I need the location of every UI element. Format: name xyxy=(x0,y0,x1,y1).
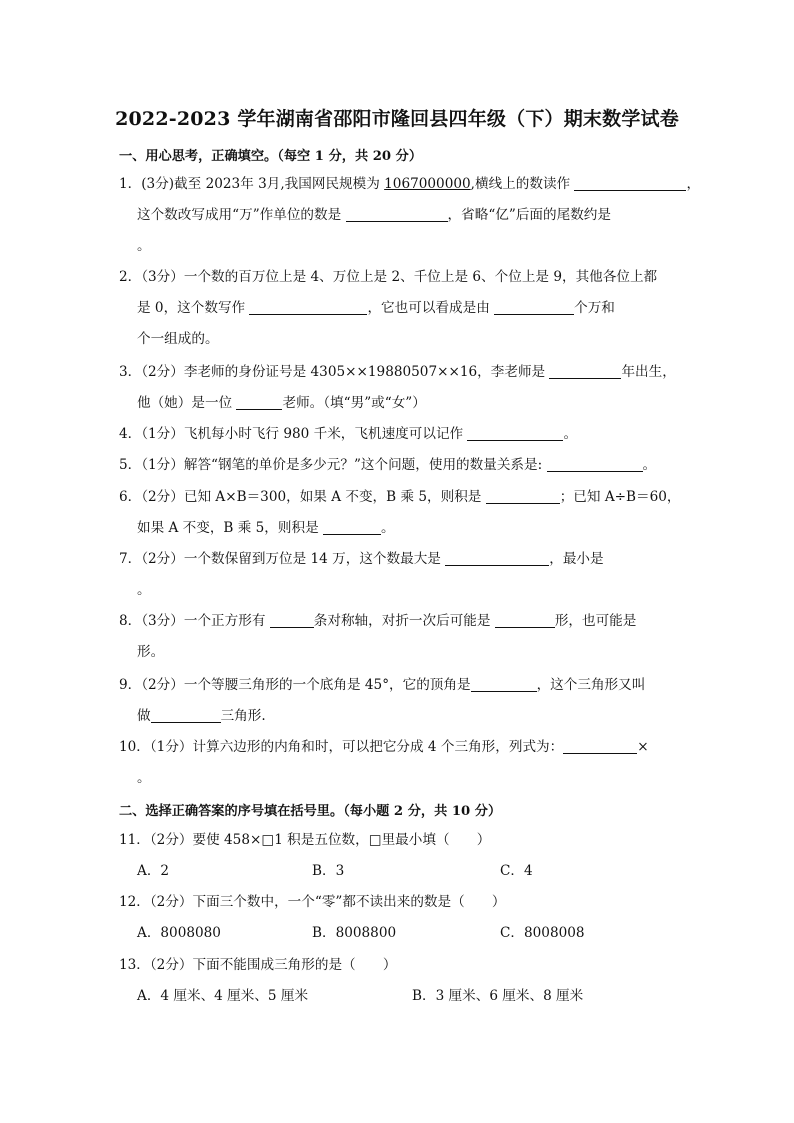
underlined-number: 1067000000 xyxy=(384,176,471,192)
answer-blank[interactable] xyxy=(236,394,282,410)
question-3-line-2: 他（她）是一位 老师。（填“男”或“女”） xyxy=(137,395,426,411)
question-2-line-1: 2．（3分）一个数的百万位上是 4、万位上是 2、千位上是 6、个位上是 9，其他各位上都 xyxy=(119,269,658,285)
option-a[interactable]: A．8008080 xyxy=(137,925,221,941)
question-3-line-1: 3．（2分）李老师的身份证号是 4305××19880507××16，李老师是 年出生， xyxy=(119,364,676,380)
question-6-line-2: 如果 A 不变，B 乘 5，则积是 。 xyxy=(137,520,395,536)
answer-blank[interactable] xyxy=(270,612,314,628)
question-11-stem: 11．（2分）要使 458×□1 积是五位数，□里最小填（ ） xyxy=(119,832,491,848)
question-13-stem: 13．（2分）下面不能围成三角形的是（ ） xyxy=(119,957,397,973)
question-4: 4．（1分）飞机每小时飞行 980 千米，飞机速度可以记作 。 xyxy=(119,426,578,442)
option-a[interactable]: A．4 厘米、4 厘米、5 厘米 xyxy=(137,988,309,1004)
question-9-line-2: 做 三角形. xyxy=(137,708,266,724)
option-b[interactable]: B．8008800 xyxy=(312,925,397,941)
answer-blank[interactable] xyxy=(549,363,621,379)
question-1-line-3: 。 xyxy=(137,238,151,254)
answer-blank[interactable] xyxy=(249,299,367,315)
option-c[interactable]: C．4 xyxy=(500,863,533,879)
question-2-line-2: 是 0，这个数写作 ，它也可以看成是由 个万和 xyxy=(137,300,615,316)
answer-blank[interactable] xyxy=(471,676,537,692)
answer-blank[interactable] xyxy=(495,612,555,628)
question-9-line-1: 9．（2分）一个等腰三角形的一个底角是 45°，它的顶角是 ，这个三角形又叫 xyxy=(119,677,646,693)
exam-title: 2022-2023 学年湖南省邵阳市隆回县四年级（下）期末数学试卷 xyxy=(115,108,679,130)
answer-blank[interactable] xyxy=(467,425,563,441)
option-b[interactable]: B．3 xyxy=(312,863,345,879)
answer-blank[interactable] xyxy=(547,456,643,472)
answer-blank[interactable] xyxy=(494,299,574,315)
option-b[interactable]: B．3 厘米、6 厘米、8 厘米 xyxy=(412,988,584,1004)
question-5: 5．（1分）解答“钢笔的单价是多少元？”这个问题，使用的数量关系是: 。 xyxy=(119,457,657,473)
answer-blank[interactable] xyxy=(346,206,448,222)
question-2-line-3: 个一组成的。 xyxy=(137,331,219,347)
question-8-line-1: 8．（3分）一个正方形有 条对称轴，对折一次后可能是 形，也可能是 xyxy=(119,613,637,629)
question-12-stem: 12．（2分）下面三个数中，一个“零”都不读出来的数是（ ） xyxy=(119,894,506,910)
question-1-line-2: 这个数改写成用“万”作单位的数是 ，省略“亿”后面的尾数约是 xyxy=(137,207,611,223)
answer-blank[interactable] xyxy=(486,488,560,504)
answer-blank[interactable] xyxy=(574,175,686,191)
answer-blank[interactable] xyxy=(563,738,637,754)
question-7-line-2: 。 xyxy=(137,582,151,598)
question-10-line-2: 。 xyxy=(137,770,151,786)
section-1-heading: 一、用心思考，正确填空。（每空 1 分，共 20 分） xyxy=(119,149,423,164)
question-10-line-1: 10．（1分）计算六边形的内角和时，可以把它分成 4 个三角形，列式为： × xyxy=(119,739,649,755)
question-6-line-1: 6．（2分）已知 A×B＝300，如果 A 不变，B 乘 5，则积是 ；已知 A÷B＝60， xyxy=(119,489,681,505)
answer-blank[interactable] xyxy=(445,550,549,566)
option-c[interactable]: C．8008008 xyxy=(500,925,585,941)
answer-blank[interactable] xyxy=(151,707,221,723)
section-2-heading: 二、选择正确答案的序号填在括号里。（每小题 2 分，共 10 分） xyxy=(119,804,502,819)
option-a[interactable]: A．2 xyxy=(137,863,170,879)
question-7-line-1: 7．（2分）一个数保留到万位是 14 万，这个数最大是 ，最小是 xyxy=(119,551,604,567)
question-1-line-1: 1．(3分)截至 2023年 3月,我国网民规模为 1067000000,横线上的数读作 ， xyxy=(119,176,701,192)
question-8-line-2: 形。 xyxy=(137,644,165,660)
answer-blank[interactable] xyxy=(323,519,381,535)
